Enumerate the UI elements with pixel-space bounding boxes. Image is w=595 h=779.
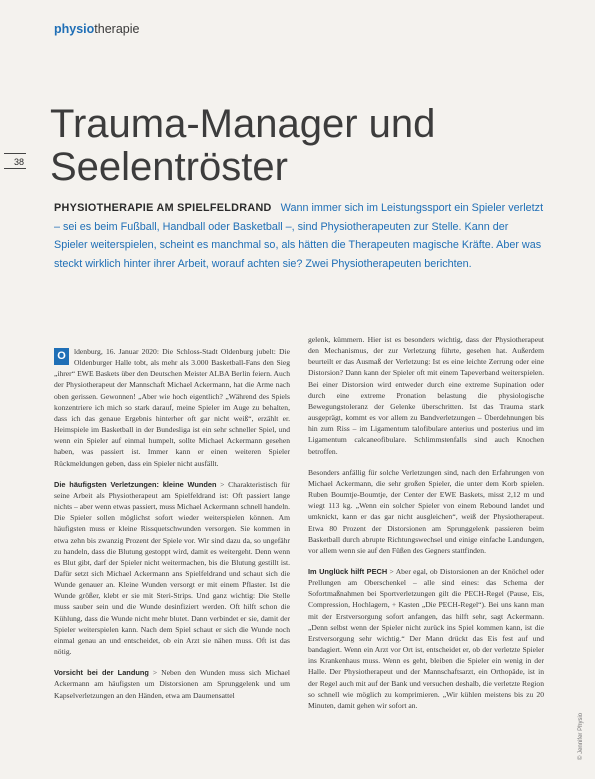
subheading: Vorsicht bei der Landung (54, 668, 149, 678)
drop-cap: O (54, 348, 69, 365)
photo-credit: © Jennifer Physio (578, 712, 584, 760)
kicker-physio: physio (54, 22, 95, 36)
deck-lead: PHYSIOTHERAPIE AM SPIELFELDRAND (54, 202, 272, 214)
paragraph-text: Aber egal, ob Distorsionen an der Knöchel oder Prellungen am Oberschenkel – alle sind eines: das Schema der Sofortmaßnahmen bei Sportverletzungen gilt die PECH-Regel (Pause, Eis, Compression, Hochlagern, + Kasten „Die PECH-Regel“). Bei uns kann man mit der Erstversorgung sofort anfangen, das hilft sehr, sagt Ackermann. „Denn selbst wenn der Spieler nicht zurück ins Spiel kommen kann, ist die Erstversorgung sehr wichtig.“ Der Mann drückt das Eis fest auf und bandagiert. Wenn ein Arzt vor Ort ist, entscheidet er, ob der verletzte Spieler ins Krankenhaus muss. Wenn es geht, bleiben die Spieler ein wenig in der Halle. Der Physiotherapeut und der Mannschaftsarzt, ein Orthopäde, ist in der Regel auch mit auf der Bank und versuchen deshalb, die verletzte Region so schnell wie möglich zu komprimieren. „Wir kühlen meistens bis zu 20 Minuten, damit gehen wir sofort an. (308, 566, 544, 710)
paragraph-text: Neben den Wunden muss sich Michael Ackermann am häufigsten um Distorsionen am Sprunggelenk und um Kapselverletzungen an den Händen, etwa am Daumensattel (54, 668, 290, 700)
paragraph-text: Charakteristisch für seine Arbeit als Physiotherapeut am Spielfeldrand ist: Oft passiert lange nichts – aber wenn etwas passiert, muss Michael Ackermann schnell handeln. Die Spieler sollen möglichst sofort wieder weiterspielen können. Am häufigsten muss er kleine Rissquetschwunden versorgen. Sie kommen in etwa zehn bis zwanzig Prozent der Spiele vor. Wir sind dazu da, so ungefähr zu handeln, dass die Blutung gestoppt wird, damit es weitergeht. Denn wenn es Blut gibt, darf der Spieler nicht weitermachen, bis die Blutung gestillt ist. Dafür setzt sich Michael Ackermann ans Spielfeldrand und schaut sich die Wunde genauer an. Kleine Wunden versorgt er mit einem Pflaster. Ist die Wunde größer, klebt er sie mit Steri-Strips. Und ganz wichtig: Die Stelle muss sauber sein und die Wunde desinfiziert werden. Oft hilft schon die Kühlung, dass die Wunde nicht mehr blutet. Dann verbindet er sie, damit der Spieler weiterspielen kann. Nach dem Spiel schaut er sich die Wunde noch einmal genau an und entscheidet, ob ein Arzt sie nähen muss. Oft ist das nötig. (54, 479, 290, 657)
paragraph: gelenk, kümmern. Hier ist es besonders wichtig, dass der Physiotherapeut den Mechanismus, der zur Verletzung führte, gesehen hat. Außerdem beurteilt er das Ausmaß der Verletzung: Ist es eine leichte Zerrung oder eine Distorsion? Dann kann der Spieler oft mit einem Tapeverband weiterspielen. Bei einer Distorsion wird entweder durch eine extreme Supination oder durch eine extreme Pronation belastung die physiologische Bewegungstoleranz der Gelenke überschritten. Ist das Trauma stark ausgeprägt, kommt es vor allem zu Bandverletzungen – Überdehnungen bis hin zum Riss – im Ligamentum talofibulare anterius und posterius und im Ligamentum calcaneofibulare. Schlimmstenfalls sind auch Knochen betroffen. (308, 335, 544, 456)
section-kicker (54, 22, 139, 36)
title-line-1: Trauma-Manager und (50, 102, 436, 146)
paragraph: Vorsicht bei der Landung > Neben den Wunden muss sich Michael Ackermann am häufigsten um Distorsionen am Sprunggelenk und um Kapselverletzungen an den Händen, etwa am Daumensattel (54, 668, 290, 700)
paragraph: Im Unglück hilft PECH > Aber egal, ob Distorsionen an der Knöchel oder Prellungen am Oberschenkel – alle sind eines: das Schema der Sofortmaßnahmen bei Sportverletzungen gilt die PECH-Regel (Pause, Eis, Compression, Hochlagern, + Kasten „Die PECH-Regel“). Bei uns kann man mit der Erstversorgung sofort anfangen, das hilft sehr, sagt Ackermann. „Denn selbst wenn der Spieler nicht zurück ins Spiel kommen kann, ist die Erstversorgung sehr wichtig.“ Der Mann drückt das Eis fest auf und bandagiert. Wenn ein Arzt vor Ort ist, entscheidet er, ob der verletzte Spieler ins Krankenhaus muss. Wenn es geht, bleiben die Spieler ein wenig in der Halle. Der Physiotherapeut und der Mannschaftsarzt, ein Orthopäde, ist in der Regel auch mit auf der Bank und versuchen deshalb, die verletzte Region so schnell wie möglich zu komprimieren. „Wir kühlen meistens bis zu 20 Minuten, damit gehen wir sofort an. (308, 566, 544, 710)
title-line-2: Seelentröster (50, 145, 288, 189)
paragraph (54, 346, 290, 469)
page-title (50, 103, 550, 189)
paragraph-text: ldenburg, 16. Januar 2020: Die Schloss-Stadt Oldenburg jubelt: Die Oldenburger Halle tobt, als mehr als 3.000 Basketball-Fans den Sieg „ihrer“ EWE Baskets über den Deutschen Meister ALBA Berlin feiern. Auch der Physiotherapeut der Mannschaft Michael Ackermann, hat die Arme nach oben gerissen. Gewonnen! „Aber wie hoch eigentlich? „Während des Spiels konzentriere ich mich so stark darauf, meine Spieler im Auge zu behalten, dass ich das genaue Ergebnis hinterher oft gar nicht weiß“, erzählt er. Heimspiele im Basketball in der Bundesliga ist ein sehr schneller Spiel, und wenn ein Spieler auf einmal humpelt, sollte Michael Ackermann gesehen haben, was passiert ist. Immer kann er einen weiteren Spieler Rückmeldungen geben, dass ein Spieler nicht ausfällt. (54, 347, 290, 468)
column-right (308, 334, 544, 721)
subheading: Die häufigsten Verletzungen: kleine Wunden (54, 479, 217, 489)
paragraph: Die häufigsten Verletzungen: kleine Wunden > Charakteristisch für seine Arbeit als Physiotherapeut am Spielfeldrand ist: Oft passiert lange nichts – aber wenn etwas passiert, muss Michael Ackermann schnell handeln. Die Spieler sollen möglichst sofort wieder weiterspielen können. Am häufigsten muss er kleine Rissquetschwunden versorgen. Sie kommen in etwa zehn bis zwanzig Prozent der Spiele vor. Wir sind dazu da, so ungefähr zu handeln, dass die Blutung gestoppt wird, damit es weitergeht. Denn wenn es Blut gibt, darf der Spieler nicht weitermachen, bis die Blutung gestillt ist. Dafür setzt sich Michael Ackermann ans Spielfeldrand und schaut sich die Wunde genauer an. Kleine Wunden versorgt er mit einem Pflaster. Ist die Wunde größer, klebt er sie mit Steri-Strips. Und ganz wichtig: Die Stelle muss sauber sein und die Wunde desinfiziert werden. Oft hilft schon die Kühlung, dass die Wunde nicht mehr blutet. Dann verbindet er sie, damit der Spieler weiterspielen kann. Nach dem Spiel schaut er sich die Wunde noch einmal genau an und entscheidet, ob ein Arzt sie nähen muss. Oft ist das nötig. (54, 479, 290, 657)
article-deck (54, 199, 544, 273)
column-left (54, 346, 290, 711)
subheading: Im Unglück hilft PECH (308, 566, 388, 576)
kicker-therapie: therapie (94, 22, 140, 36)
page-number: 38 (4, 153, 26, 169)
paragraph: Besonders anfällig für solche Verletzungen sind, nach den Erfahrungen von Michael Ackermann, die sehr großen Spieler, die unter dem Korb spielen. Ruben Boumtje-Boumtje, der Center der EWE Baskets, misst 2,12 m und wiegt 113 kg. „Wenn ein solcher Spieler von einem Rebound landet und umknickt, kann er das gar nicht ausgleichen“, weiß der Physiotherapeut. Etwa 80 Prozent der Distorsionen am Sprunggelenk passieren beim Basketball durch abrupte Richtungswechsel und einige einfache Landungen, vor allem wenn sie auf den Füßen des Gegners stattfinden. (308, 467, 544, 555)
deck-text: Wann immer sich im Leistungssport ein Spieler verletzt – sei es beim Fußball, Handball oder Basketball –, sind Physiotherapeuten zur Stelle. Kann der Spieler weiterspielen, scheint es manchmal so, als hätten die Therapeuten magische Kräfte. Aber was steckt wirklich hinter ihrer Arbeit, worauf achten sie? Zwei Physiotherapeuten berichten. (54, 202, 544, 270)
